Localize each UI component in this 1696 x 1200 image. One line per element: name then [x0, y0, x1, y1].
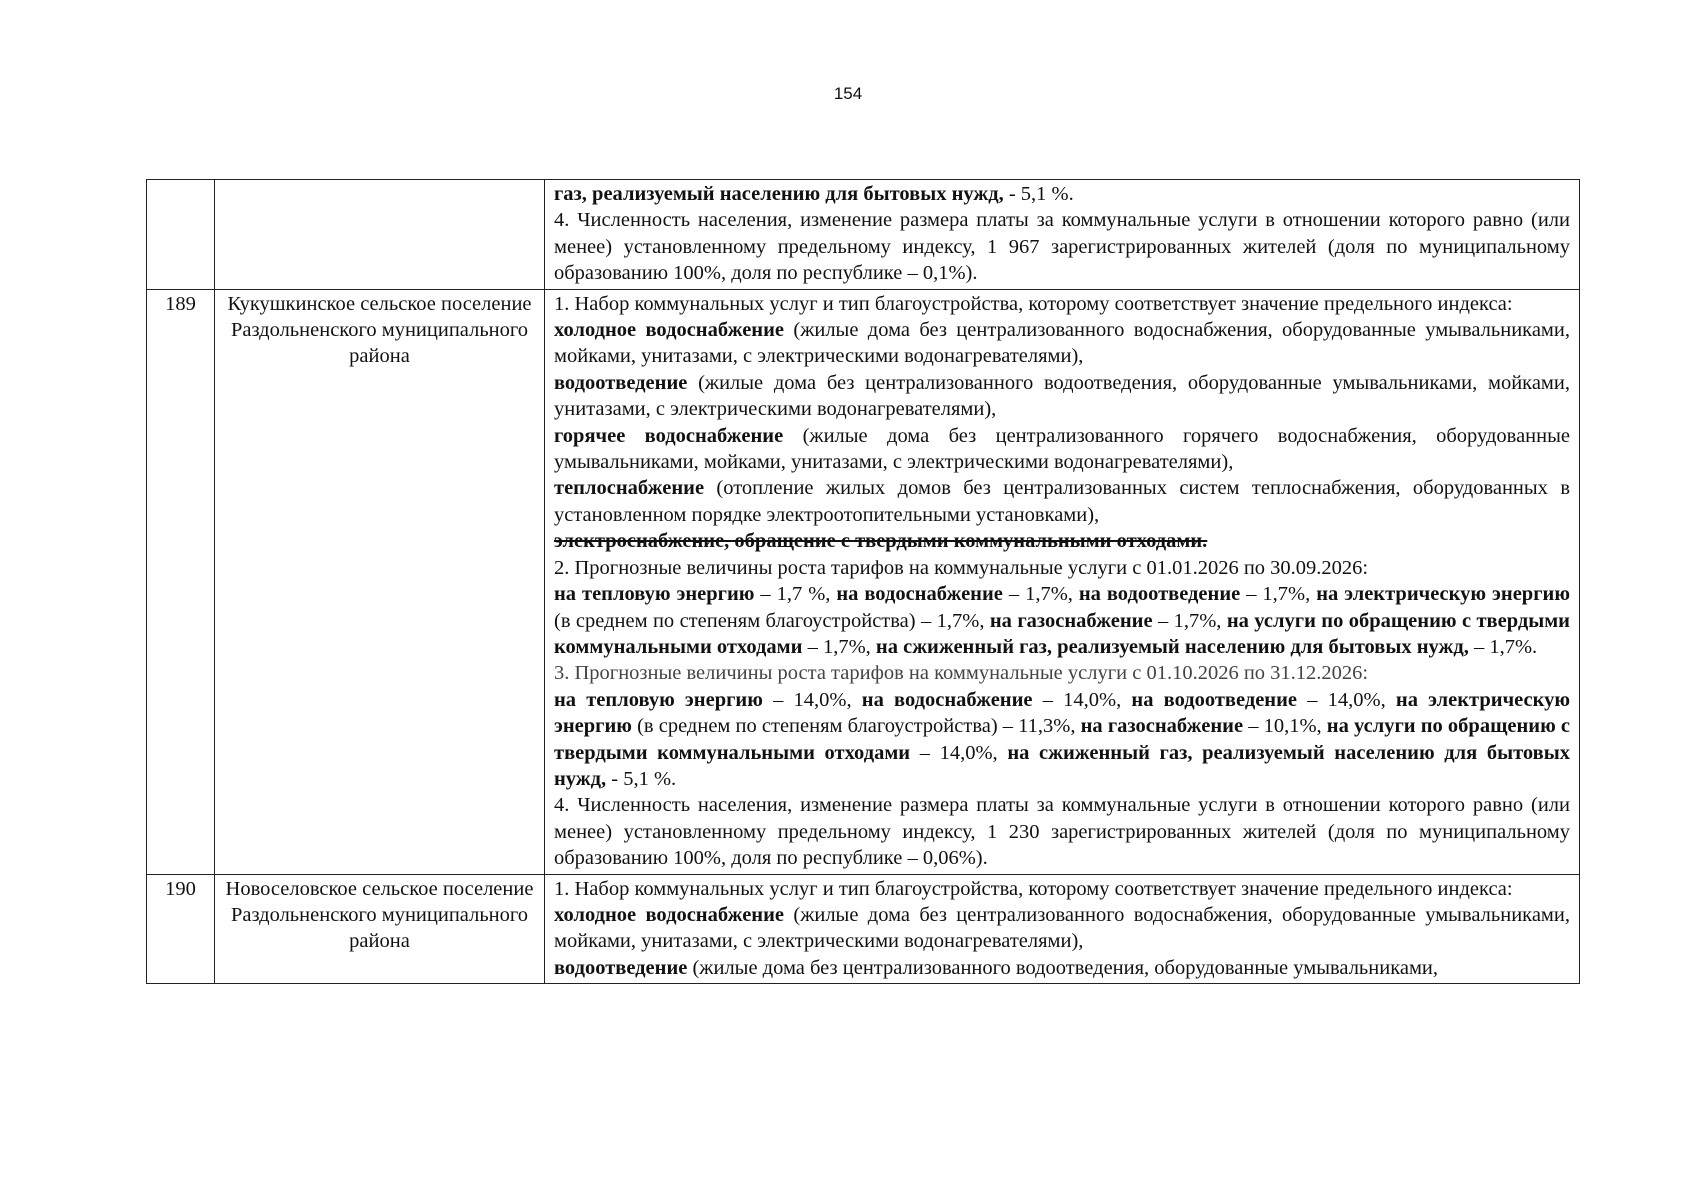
population-paragraph: 4. Численность населения, изменение размера платы за коммунальные услуги в отношении которого равно (или менее) установленному предельному индексу, 1 967 зарегистрированных жителей (доля по муниципальному образованию 100%, доля по республике – 0,1%). [554, 209, 1570, 285]
service-description: (жилые дома без централизованного водоснабжения, оборудованные умывальниками, мойками, унитазами, с электрическими водонагревателями), [554, 903, 1570, 953]
municipality-name [215, 180, 545, 290]
service-name: холодное водоснабжение [554, 903, 785, 926]
row-description [545, 874, 1580, 983]
service-description: (жилые дома без централизованного водоснабжения, оборудованные умывальниками, мойками, унитазами, с электрическими водонагревателями), [554, 319, 1570, 368]
services-intro: 1. Набор коммунальных услуг и тип благоустройства, которому соответствует значение предельного индекса: [554, 877, 1513, 900]
page-number: 154 [833, 84, 863, 103]
forecast-values: на тепловую энергию – 1,7 %, на водоснабжение – 1,7%, на водоотведение – 1,7%, на электрическую энергию (в среднем по степеням благоустройства) – 1,7%, на газоснабжение – 1,7%, на услуги по обращению с твердыми коммунальными отходами – 1,7%, на сжиженный газ, реализуемый населению для бытовых нужд, – 1,7%. [554, 583, 1570, 658]
tariff-table [146, 179, 1580, 984]
service-name: холодное водоснабжение [554, 319, 785, 342]
service-name: водоотведение [554, 371, 688, 394]
population-paragraph: 4. Численность населения, изменение размера платы за коммунальные услуги в отношении которого равно (или менее) установленному предельному индексу, 1 230 зарегистрированных жителей (доля по муниципальному образованию 100%, доля по республике – 0,06%). [554, 794, 1570, 870]
struck-services: электроснабжение, обращение с твердыми коммунальными отходами. [554, 530, 1208, 553]
table-row [147, 874, 1580, 983]
service-name: водоотведение [554, 956, 688, 979]
services-intro: 1. Набор коммунальных услуг и тип благоустройства, которому соответствует значение предельного индекса: [554, 292, 1513, 315]
row-description [545, 289, 1580, 874]
table-row [147, 180, 1580, 290]
service-name: теплоснабжение [554, 477, 705, 500]
municipality-name: Новоселовское сельское поселение Раздольненского муниципального района [215, 874, 545, 983]
forecast-values: на тепловую энергию – 14,0%, на водоснабжение – 14,0%, на водоотведение – 14,0%, на электрическую энергию (в среднем по степеням благоустройства) – 11,3%, на газоснабжение – 10,1%, на услуги по обращению с твердыми коммунальными отходами – 14,0%, на сжиженный газ, реализуемый населению для бытовых нужд, - 5,1 %. [554, 688, 1571, 790]
service-description: (отопление жилых домов без централизованных систем теплоснабжения, оборудованных в установленном порядке электроотопительными установками), [554, 477, 1570, 526]
service-description: (жилые дома без централизованного водоотведения, оборудованные умывальниками, [687, 956, 1439, 979]
municipality-name: Кукушкинское сельское поселение Раздольненского муниципального района [215, 289, 545, 874]
service-name: горячее водоснабжение [554, 424, 784, 447]
row-description [545, 180, 1580, 290]
gas-line-value: - 5,1 %. [1003, 183, 1074, 205]
row-number [147, 180, 215, 290]
forecast-intro: 3. Прогнозные величины роста тарифов на коммунальные услуги с 01.10.2026 по 31.12.2026: [554, 662, 1369, 685]
row-number: 189 [147, 289, 215, 874]
service-description: (жилые дома без централизованного водоотведения, оборудованные умывальниками, мойками, унитазами, с электрическими водонагревателями), [554, 371, 1570, 421]
table-row [147, 289, 1580, 874]
service-description: (жилые дома без централизованного горячего водоснабжения, оборудованные умывальниками, мойками, унитазами, с электрическими водонагревателями), [554, 424, 1570, 474]
row-number: 190 [147, 874, 215, 983]
gas-line-bold: газ, реализуемый населению для бытовых нужд, [554, 183, 1004, 205]
forecast-intro: 2. Прогнозные величины роста тарифов на коммунальные услуги с 01.01.2026 по 30.09.2026: [554, 556, 1369, 579]
